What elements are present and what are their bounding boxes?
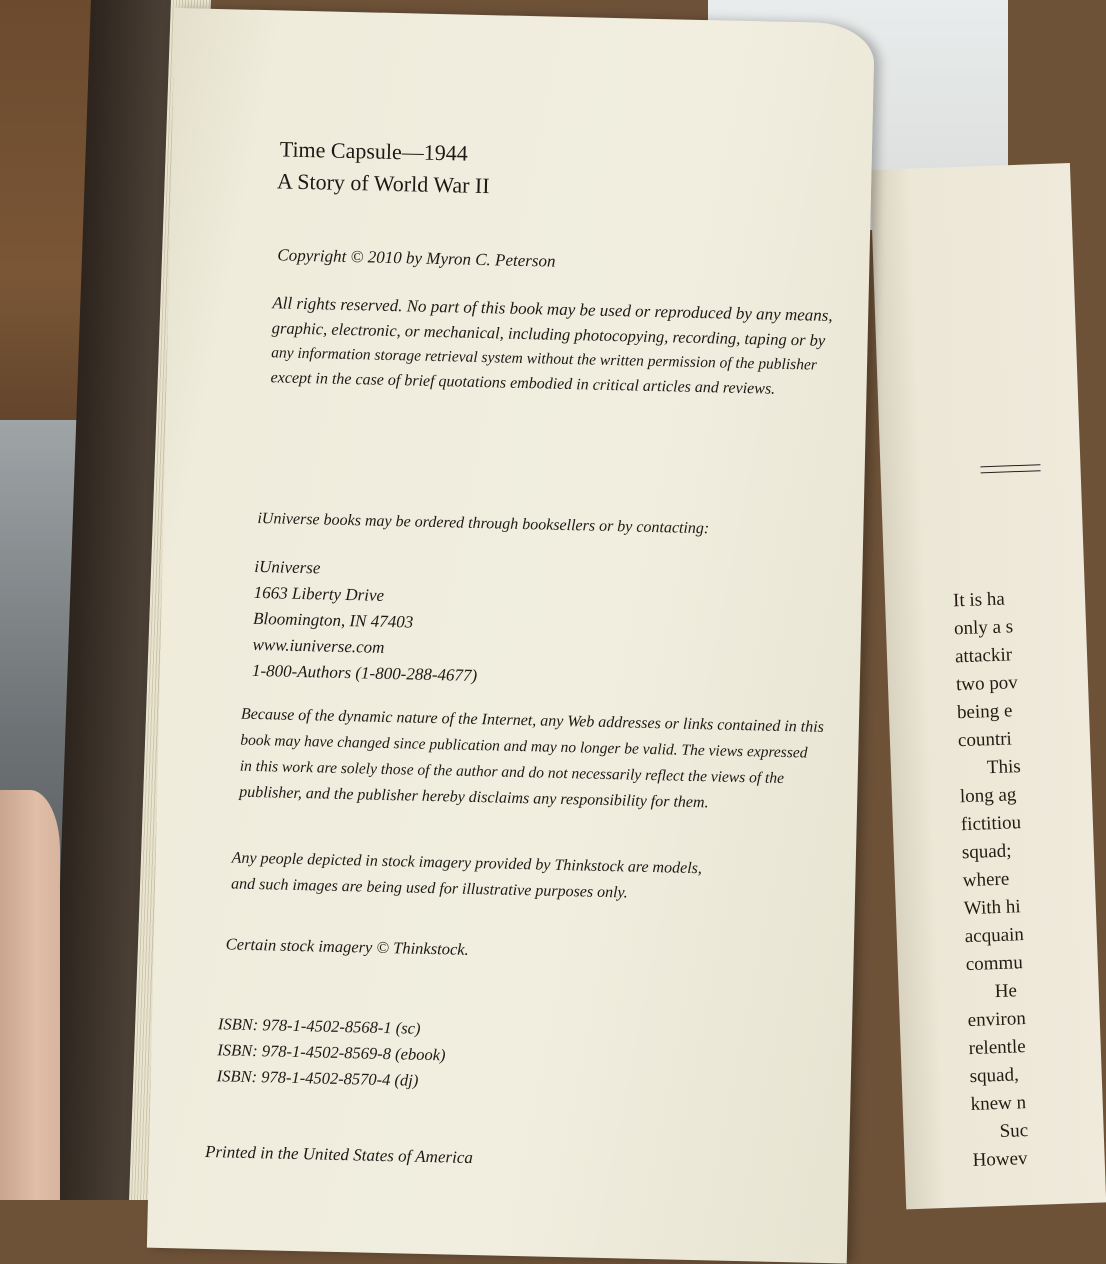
book-subtitle: A Story of World War II [276,168,490,199]
publisher-phone: 1-800-Authors (1-800-288-4677) [251,660,478,686]
right-page [870,163,1106,1209]
right-line: It is ha [952,588,1006,612]
right-line: With hi [963,896,1021,920]
publisher-street: 1663 Liberty Drive [253,582,385,605]
rights-line: graphic, electronic, or mechanical, including photocopying, recording, taping or by [271,318,826,350]
right-line: Suc [999,1120,1029,1143]
publisher-name: iUniverse [254,556,321,578]
right-line: commu [965,952,1024,976]
right-line: countri [957,728,1013,752]
right-line: fictitiou [960,812,1022,836]
right-line: relentle [968,1036,1027,1060]
notice-line: publisher, and the publisher hereby disclaims any responsibility for them. [239,783,709,812]
rights-line: any information storage retrieval system without the written permission of the publisher [271,344,818,374]
ornamental-rule [980,464,1040,473]
internet-notice [239,702,824,819]
order-intro: iUniverse books may be ordered through booksellers or by contacting: [257,510,710,538]
copyright-page-content [147,8,875,1264]
isbn-line: ISBN: 978-1-4502-8570-4 (dj) [216,1066,419,1090]
right-line: long ag [959,784,1017,808]
holding-thumb [0,790,60,1200]
isbn-line: ISBN: 978-1-4502-8568-1 (sc) [217,1014,421,1038]
right-line: two pov [955,672,1019,696]
copyright-page [147,8,875,1264]
stock-notice [231,846,702,909]
rights-line: except in the case of brief quotations embodied in critical articles and reviews. [270,369,776,398]
copyright-line: Copyright © 2010 by Myron C. Peterson [277,245,556,271]
right-line: only a s [953,616,1014,640]
book-title: Time Capsule—1944 [279,136,469,166]
publisher-address [252,554,480,689]
isbn-line: ISBN: 978-1-4502-8569-8 (ebook) [217,1040,446,1065]
rights-paragraph [270,290,833,403]
stock-notice-line: Any people depicted in stock imagery provided by Thinkstock are models, [231,849,703,878]
isbn-list [216,1011,446,1094]
right-line: squad; [961,840,1012,864]
right-line: being e [956,700,1013,724]
right-line: squad, [969,1064,1020,1088]
right-page-text [953,585,1035,1175]
rights-line: All rights reserved. No part of this book may be used or reproduced by any means, [272,293,833,325]
printed-in: Printed in the United States of America [204,1141,474,1168]
right-line: acquain [964,924,1025,948]
stock-notice-line: and such images are being used for illustrative purposes only. [230,875,628,902]
notice-line: book may have changed since publication and may no longer be valid. The views expressed [240,731,808,762]
right-line: attackir [954,644,1013,668]
right-line: where [962,868,1010,892]
stock-credit: Certain stock imagery © Thinkstock. [225,934,469,959]
publisher-city: Bloomington, IN 47403 [252,608,414,632]
right-line: He [994,980,1018,1003]
notice-line: in this work are solely those of the author and do not necessarily reflect the views of the [239,757,785,788]
right-line: environ [967,1008,1027,1032]
right-line: knew n [970,1092,1027,1116]
notice-line: Because of the dynamic nature of the Internet, any Web addresses or links contained in this [240,705,825,736]
right-line: Howev [972,1148,1028,1172]
right-line: This [986,756,1022,779]
publisher-website: www.iuniverse.com [252,634,385,657]
